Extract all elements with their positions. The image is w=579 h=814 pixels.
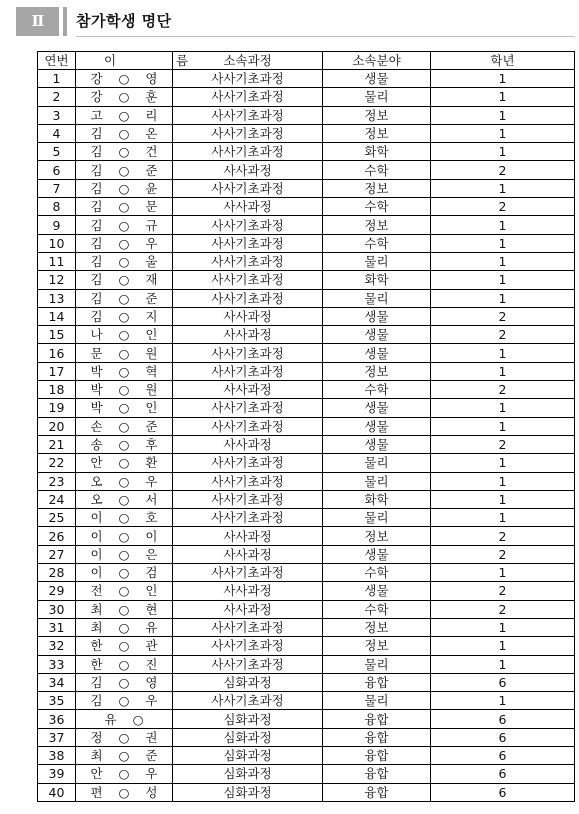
student-name-cell: 이 ○ 은 — [76, 545, 173, 563]
field-cell: 정보 — [323, 106, 431, 124]
row-number-cell: 10 — [38, 234, 76, 252]
row-number-cell: 39 — [38, 765, 76, 783]
course-cell: 사사기초과정 — [173, 655, 323, 673]
field-cell: 생물 — [323, 435, 431, 453]
grade-cell: 1 — [431, 70, 575, 88]
student-name-cell: 이 ○ 검 — [76, 564, 173, 582]
row-number-cell: 20 — [38, 417, 76, 435]
table-row — [38, 198, 575, 216]
row-number-cell: 4 — [38, 124, 76, 142]
field-cell: 정보 — [323, 179, 431, 197]
table-row — [38, 692, 575, 710]
title-underline — [76, 36, 575, 37]
header-grade: 학년 — [431, 52, 575, 70]
course-cell: 사사과정 — [173, 161, 323, 179]
grade-cell: 2 — [431, 545, 575, 563]
section-divider-bar — [63, 7, 67, 36]
row-number-cell: 28 — [38, 564, 76, 582]
course-cell: 사사과정 — [173, 435, 323, 453]
course-cell: 사사기초과정 — [173, 106, 323, 124]
participant-table — [37, 51, 575, 802]
field-cell: 물리 — [323, 454, 431, 472]
table-row — [38, 673, 575, 691]
course-cell: 사사기초과정 — [173, 618, 323, 636]
row-number-cell: 32 — [38, 637, 76, 655]
section-number-badge: Ⅱ — [16, 7, 59, 36]
table-row — [38, 417, 575, 435]
student-name-cell: 편 ○ 성 — [76, 783, 173, 801]
table-header-row — [38, 52, 575, 70]
student-name-cell: 박 ○ 혁 — [76, 362, 173, 380]
row-number-cell: 31 — [38, 618, 76, 636]
course-cell: 사사기초과정 — [173, 179, 323, 197]
grade-cell: 1 — [431, 692, 575, 710]
field-cell: 물리 — [323, 655, 431, 673]
row-number-cell: 21 — [38, 435, 76, 453]
course-cell: 심화과정 — [173, 728, 323, 746]
course-cell: 심화과정 — [173, 710, 323, 728]
student-name-cell: 김 ○ 건 — [76, 143, 173, 161]
table-row — [38, 765, 575, 783]
header-course: 소속과정 — [173, 52, 323, 70]
table-row — [38, 362, 575, 380]
table-row — [38, 710, 575, 728]
table-row — [38, 161, 575, 179]
row-number-cell: 17 — [38, 362, 76, 380]
course-cell: 사사기초과정 — [173, 143, 323, 161]
student-name-cell: 김 ○ 윤 — [76, 179, 173, 197]
field-cell: 수학 — [323, 381, 431, 399]
field-cell: 물리 — [323, 289, 431, 307]
table-row — [38, 399, 575, 417]
student-name-cell: 김 ○ 우 — [76, 234, 173, 252]
student-name-cell: 김 ○ 우 — [76, 692, 173, 710]
row-number-cell: 13 — [38, 289, 76, 307]
table-row — [38, 271, 575, 289]
row-number-cell: 38 — [38, 746, 76, 764]
field-cell: 화학 — [323, 143, 431, 161]
grade-cell: 1 — [431, 106, 575, 124]
grade-cell: 1 — [431, 472, 575, 490]
student-name-cell: 김 ○ 지 — [76, 307, 173, 325]
table-row — [38, 88, 575, 106]
student-name-cell: 오 ○ 우 — [76, 472, 173, 490]
grade-cell: 6 — [431, 783, 575, 801]
table-row — [38, 143, 575, 161]
table-row — [38, 344, 575, 362]
row-number-cell: 15 — [38, 326, 76, 344]
row-number-cell: 11 — [38, 252, 76, 270]
table-row — [38, 124, 575, 142]
grade-cell: 1 — [431, 143, 575, 161]
field-cell: 생물 — [323, 545, 431, 563]
grade-cell: 1 — [431, 88, 575, 106]
grade-cell: 2 — [431, 381, 575, 399]
student-name-cell: 안 ○ 우 — [76, 765, 173, 783]
grade-cell: 2 — [431, 527, 575, 545]
table-row — [38, 564, 575, 582]
table-row — [38, 106, 575, 124]
course-cell: 사사기초과정 — [173, 472, 323, 490]
row-number-cell: 36 — [38, 710, 76, 728]
grade-cell: 2 — [431, 435, 575, 453]
table-row — [38, 307, 575, 325]
field-cell: 물리 — [323, 692, 431, 710]
course-cell: 사사과정 — [173, 527, 323, 545]
course-cell: 심화과정 — [173, 673, 323, 691]
field-cell: 수학 — [323, 198, 431, 216]
row-number-cell: 7 — [38, 179, 76, 197]
student-name-cell: 김 ○ 울 — [76, 252, 173, 270]
row-number-cell: 24 — [38, 490, 76, 508]
field-cell: 융합 — [323, 710, 431, 728]
student-name-cell: 문 ○ 원 — [76, 344, 173, 362]
student-name-cell: 나 ○ 인 — [76, 326, 173, 344]
row-number-cell: 22 — [38, 454, 76, 472]
field-cell: 정보 — [323, 527, 431, 545]
row-number-cell: 9 — [38, 216, 76, 234]
grade-cell: 6 — [431, 710, 575, 728]
table-row — [38, 381, 575, 399]
field-cell: 정보 — [323, 124, 431, 142]
course-cell: 사사과정 — [173, 198, 323, 216]
table-row — [38, 289, 575, 307]
table-row — [38, 655, 575, 673]
course-cell: 사사기초과정 — [173, 692, 323, 710]
course-cell: 사사기초과정 — [173, 509, 323, 527]
row-number-cell: 33 — [38, 655, 76, 673]
grade-cell: 1 — [431, 564, 575, 582]
student-name-cell: 박 ○ 원 — [76, 381, 173, 399]
course-cell: 사사기초과정 — [173, 637, 323, 655]
grade-cell: 1 — [431, 252, 575, 270]
field-cell: 정보 — [323, 362, 431, 380]
grade-cell: 2 — [431, 582, 575, 600]
course-cell: 사사과정 — [173, 381, 323, 399]
row-number-cell: 30 — [38, 600, 76, 618]
grade-cell: 1 — [431, 637, 575, 655]
row-number-cell: 2 — [38, 88, 76, 106]
course-cell: 사사기초과정 — [173, 564, 323, 582]
row-number-cell: 26 — [38, 527, 76, 545]
field-cell: 수학 — [323, 600, 431, 618]
course-cell: 사사과정 — [173, 600, 323, 618]
table-row — [38, 582, 575, 600]
student-name-cell: 김 ○ 영 — [76, 673, 173, 691]
table-row — [38, 326, 575, 344]
course-cell: 사사기초과정 — [173, 417, 323, 435]
course-cell: 심화과정 — [173, 746, 323, 764]
course-cell: 사사기초과정 — [173, 454, 323, 472]
table-row — [38, 454, 575, 472]
table-row — [38, 435, 575, 453]
row-number-cell: 6 — [38, 161, 76, 179]
course-cell: 사사기초과정 — [173, 344, 323, 362]
grade-cell: 2 — [431, 600, 575, 618]
grade-cell: 1 — [431, 234, 575, 252]
field-cell: 생물 — [323, 582, 431, 600]
table-row — [38, 600, 575, 618]
course-cell: 사사기초과정 — [173, 216, 323, 234]
student-name-cell: 최 ○ 유 — [76, 618, 173, 636]
table-row — [38, 509, 575, 527]
grade-cell: 2 — [431, 307, 575, 325]
header-field: 소속분야 — [323, 52, 431, 70]
field-cell: 정보 — [323, 637, 431, 655]
grade-cell: 6 — [431, 746, 575, 764]
course-cell: 사사기초과정 — [173, 124, 323, 142]
field-cell: 생물 — [323, 344, 431, 362]
field-cell: 융합 — [323, 746, 431, 764]
student-name-cell: 이 ○ 이 — [76, 527, 173, 545]
grade-cell: 1 — [431, 655, 575, 673]
field-cell: 물리 — [323, 472, 431, 490]
grade-cell: 1 — [431, 490, 575, 508]
table-row — [38, 216, 575, 234]
section-title: 참가학생 명단 — [76, 12, 172, 30]
row-number-cell: 40 — [38, 783, 76, 801]
course-cell: 심화과정 — [173, 765, 323, 783]
row-number-cell: 14 — [38, 307, 76, 325]
row-number-cell: 16 — [38, 344, 76, 362]
table-row — [38, 252, 575, 270]
section-header — [16, 7, 575, 39]
row-number-cell: 37 — [38, 728, 76, 746]
grade-cell: 1 — [431, 124, 575, 142]
grade-cell: 1 — [431, 289, 575, 307]
row-number-cell: 27 — [38, 545, 76, 563]
table-row — [38, 728, 575, 746]
grade-cell: 1 — [431, 454, 575, 472]
student-name-cell: 김 ○ 재 — [76, 271, 173, 289]
field-cell: 수학 — [323, 564, 431, 582]
field-cell: 생물 — [323, 399, 431, 417]
grade-cell: 1 — [431, 399, 575, 417]
table-row — [38, 545, 575, 563]
table-row — [38, 70, 575, 88]
student-name-cell: 안 ○ 환 — [76, 454, 173, 472]
course-cell: 사사기초과정 — [173, 234, 323, 252]
field-cell: 융합 — [323, 765, 431, 783]
course-cell: 사사기초과정 — [173, 252, 323, 270]
field-cell: 융합 — [323, 728, 431, 746]
student-name-cell: 김 ○ 준 — [76, 161, 173, 179]
table-row — [38, 746, 575, 764]
student-name-cell: 한 ○ 진 — [76, 655, 173, 673]
student-name-cell: 김 ○ 온 — [76, 124, 173, 142]
field-cell: 화학 — [323, 490, 431, 508]
student-name-cell: 한 ○ 관 — [76, 637, 173, 655]
grade-cell: 1 — [431, 362, 575, 380]
student-name-cell: 김 ○ 규 — [76, 216, 173, 234]
row-number-cell: 18 — [38, 381, 76, 399]
course-cell: 심화과정 — [173, 783, 323, 801]
field-cell: 물리 — [323, 509, 431, 527]
grade-cell: 1 — [431, 179, 575, 197]
row-number-cell: 8 — [38, 198, 76, 216]
student-name-cell: 오 ○ 서 — [76, 490, 173, 508]
grade-cell: 6 — [431, 673, 575, 691]
field-cell: 정보 — [323, 618, 431, 636]
row-number-cell: 3 — [38, 106, 76, 124]
header-number: 연번 — [38, 52, 76, 70]
field-cell: 수학 — [323, 161, 431, 179]
table-row — [38, 618, 575, 636]
grade-cell: 1 — [431, 344, 575, 362]
row-number-cell: 5 — [38, 143, 76, 161]
grade-cell: 2 — [431, 161, 575, 179]
student-name-cell: 송 ○ 후 — [76, 435, 173, 453]
course-cell: 사사기초과정 — [173, 88, 323, 106]
grade-cell: 2 — [431, 198, 575, 216]
student-name-cell: 손 ○ 준 — [76, 417, 173, 435]
course-cell: 사사과정 — [173, 326, 323, 344]
row-number-cell: 29 — [38, 582, 76, 600]
student-name-cell: 강 ○ 훈 — [76, 88, 173, 106]
field-cell: 생물 — [323, 326, 431, 344]
table-row — [38, 527, 575, 545]
row-number-cell: 1 — [38, 70, 76, 88]
course-cell: 사사기초과정 — [173, 70, 323, 88]
row-number-cell: 25 — [38, 509, 76, 527]
field-cell: 물리 — [323, 252, 431, 270]
student-name-cell: 김 ○ 문 — [76, 198, 173, 216]
grade-cell: 6 — [431, 728, 575, 746]
student-name-cell: 김 ○ 준 — [76, 289, 173, 307]
course-cell: 사사기초과정 — [173, 289, 323, 307]
field-cell: 생물 — [323, 70, 431, 88]
row-number-cell: 23 — [38, 472, 76, 490]
field-cell: 융합 — [323, 783, 431, 801]
row-number-cell: 12 — [38, 271, 76, 289]
student-name-cell: 전 ○ 인 — [76, 582, 173, 600]
student-name-cell: 이 ○ 호 — [76, 509, 173, 527]
table-row — [38, 783, 575, 801]
grade-cell: 1 — [431, 509, 575, 527]
grade-cell: 1 — [431, 618, 575, 636]
course-cell: 사사과정 — [173, 307, 323, 325]
student-name-cell: 최 ○ 현 — [76, 600, 173, 618]
header-name: 이 름 — [76, 52, 173, 70]
grade-cell: 6 — [431, 765, 575, 783]
table-row — [38, 637, 575, 655]
course-cell: 사사기초과정 — [173, 490, 323, 508]
field-cell: 융합 — [323, 673, 431, 691]
field-cell: 생물 — [323, 417, 431, 435]
student-name-cell: 유 ○ — [76, 710, 173, 728]
table-row — [38, 179, 575, 197]
student-name-cell: 박 ○ 인 — [76, 399, 173, 417]
row-number-cell: 34 — [38, 673, 76, 691]
table-row — [38, 234, 575, 252]
row-number-cell: 35 — [38, 692, 76, 710]
table-row — [38, 490, 575, 508]
course-cell: 사사기초과정 — [173, 399, 323, 417]
field-cell: 정보 — [323, 216, 431, 234]
field-cell: 생물 — [323, 307, 431, 325]
field-cell: 화학 — [323, 271, 431, 289]
student-name-cell: 최 ○ 준 — [76, 746, 173, 764]
field-cell: 수학 — [323, 234, 431, 252]
student-name-cell: 고 ○ 리 — [76, 106, 173, 124]
course-cell: 사사과정 — [173, 545, 323, 563]
course-cell: 사사기초과정 — [173, 271, 323, 289]
grade-cell: 2 — [431, 326, 575, 344]
course-cell: 사사기초과정 — [173, 362, 323, 380]
grade-cell: 1 — [431, 417, 575, 435]
student-name-cell: 정 ○ 권 — [76, 728, 173, 746]
grade-cell: 1 — [431, 216, 575, 234]
grade-cell: 1 — [431, 271, 575, 289]
student-name-cell: 강 ○ 영 — [76, 70, 173, 88]
table-row — [38, 472, 575, 490]
row-number-cell: 19 — [38, 399, 76, 417]
table-body — [38, 70, 575, 802]
course-cell: 사사과정 — [173, 582, 323, 600]
field-cell: 물리 — [323, 88, 431, 106]
